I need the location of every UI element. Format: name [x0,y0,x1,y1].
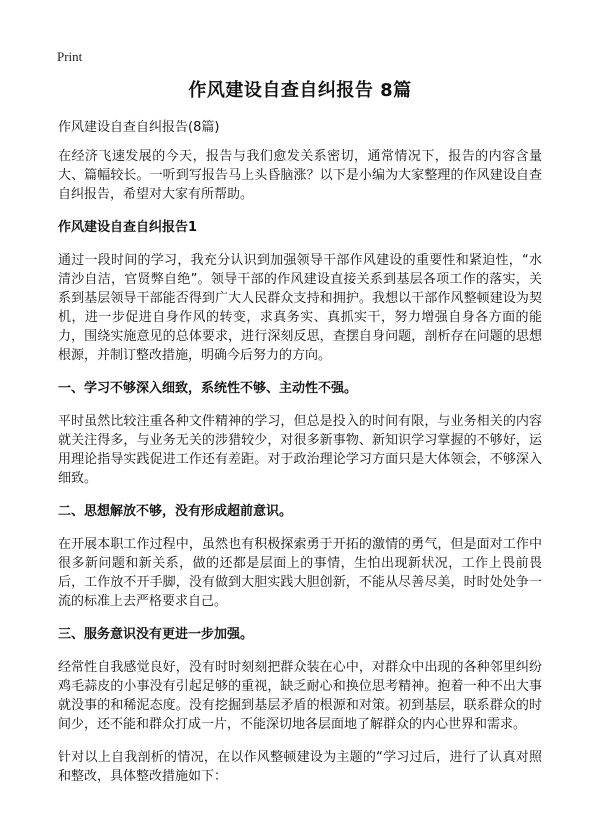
section1-heading: 一、学习不够深入细致，系统性不够、主动性不强。 [58,381,358,396]
report1-heading: 作风建设自查自纠报告1 [58,220,198,235]
section2-heading: 二、思想解放不够，没有形成超前意识。 [58,504,293,519]
report1-paragraph: 通过一段时间的学习，我充分认识到加强领导干部作风建设的重要性和紧迫性，“水清沙自洁，官贤弊自绝”。领导干部的作风建设直接关系到基层各项工作的落实，关系到基层领导干部能否得到广大人民群众支持和拥护。我想以干部作风整顿建设为契机，进一步促进自身作风的转变，求真务实、真抓实干，努力增强自身各方面的能力，围绕实施意见的总体要求，进行深刻反思，查摆自身问题，剖析存在问题的思想根源，并制订整改措施，明确今后努力的方向。 [58,253,542,363]
document-subtitle: 作风建设自查自纠报告(8篇) [58,120,220,135]
print-link[interactable]: Print [57,49,83,64]
section3-heading: 三、服务意识没有更进一步加强。 [58,627,254,642]
section1-paragraph: 平时虽然比较注重各种文件精神的学习，但总是投入的时间有限，与业务相关的内容就关注得多，与业务无关的涉猎较少，对很多新事物、新知识学习掌握的不够好，运用理论指导实践促进工作还有差距。对于政治理论学习方面只是大体领会，不够深入细致。 [58,414,542,486]
section3-paragraph: 经常性自我感觉良好，没有时时刻刻把群众装在心中，对群众中出现的各种邻里纠纷鸡毛蒜皮的小事没有引起足够的重视，缺乏耐心和换位思考精神。抱着一种不出大事就没事的和稀泥态度。没有挖掘到基层矛盾的根源和对策。初到基层，联系群众的时间少，还不能和群众打成一片，不能深切地各层面地了解群众的内心世界和需求。 [58,660,542,732]
intro-paragraph: 在经济飞速发展的今天，报告与我们愈发关系密切，通常情况下，报告的内容含量大、篇幅较长。一听到写报告马上头昏脑涨？以下是小编为大家整理的作风建设自查自纠报告，希望对大家有所帮助。 [58,149,542,202]
page-title: 作风建设自查自纠报告 8篇 [188,80,412,101]
document-body [58,118,542,800]
closing-paragraph: 针对以上自我剖析的情况，在以作风整顿建设为主题的“学习过后，进行了认真对照和整改，具体整改措施如下： [58,750,542,784]
section2-paragraph: 在开展本职工作过程中，虽然也有积极探索勇于开拓的激情的勇气，但是面对工作中很多新问题和新关系，做的还都是层面上的事情，生怕出现新状况，工作上畏前畏后，工作放不开手脚，没有做到大胆实践大胆创新，不能从尽善尽美，时时处处争一流的标准上去严格要求自己。 [58,537,542,609]
